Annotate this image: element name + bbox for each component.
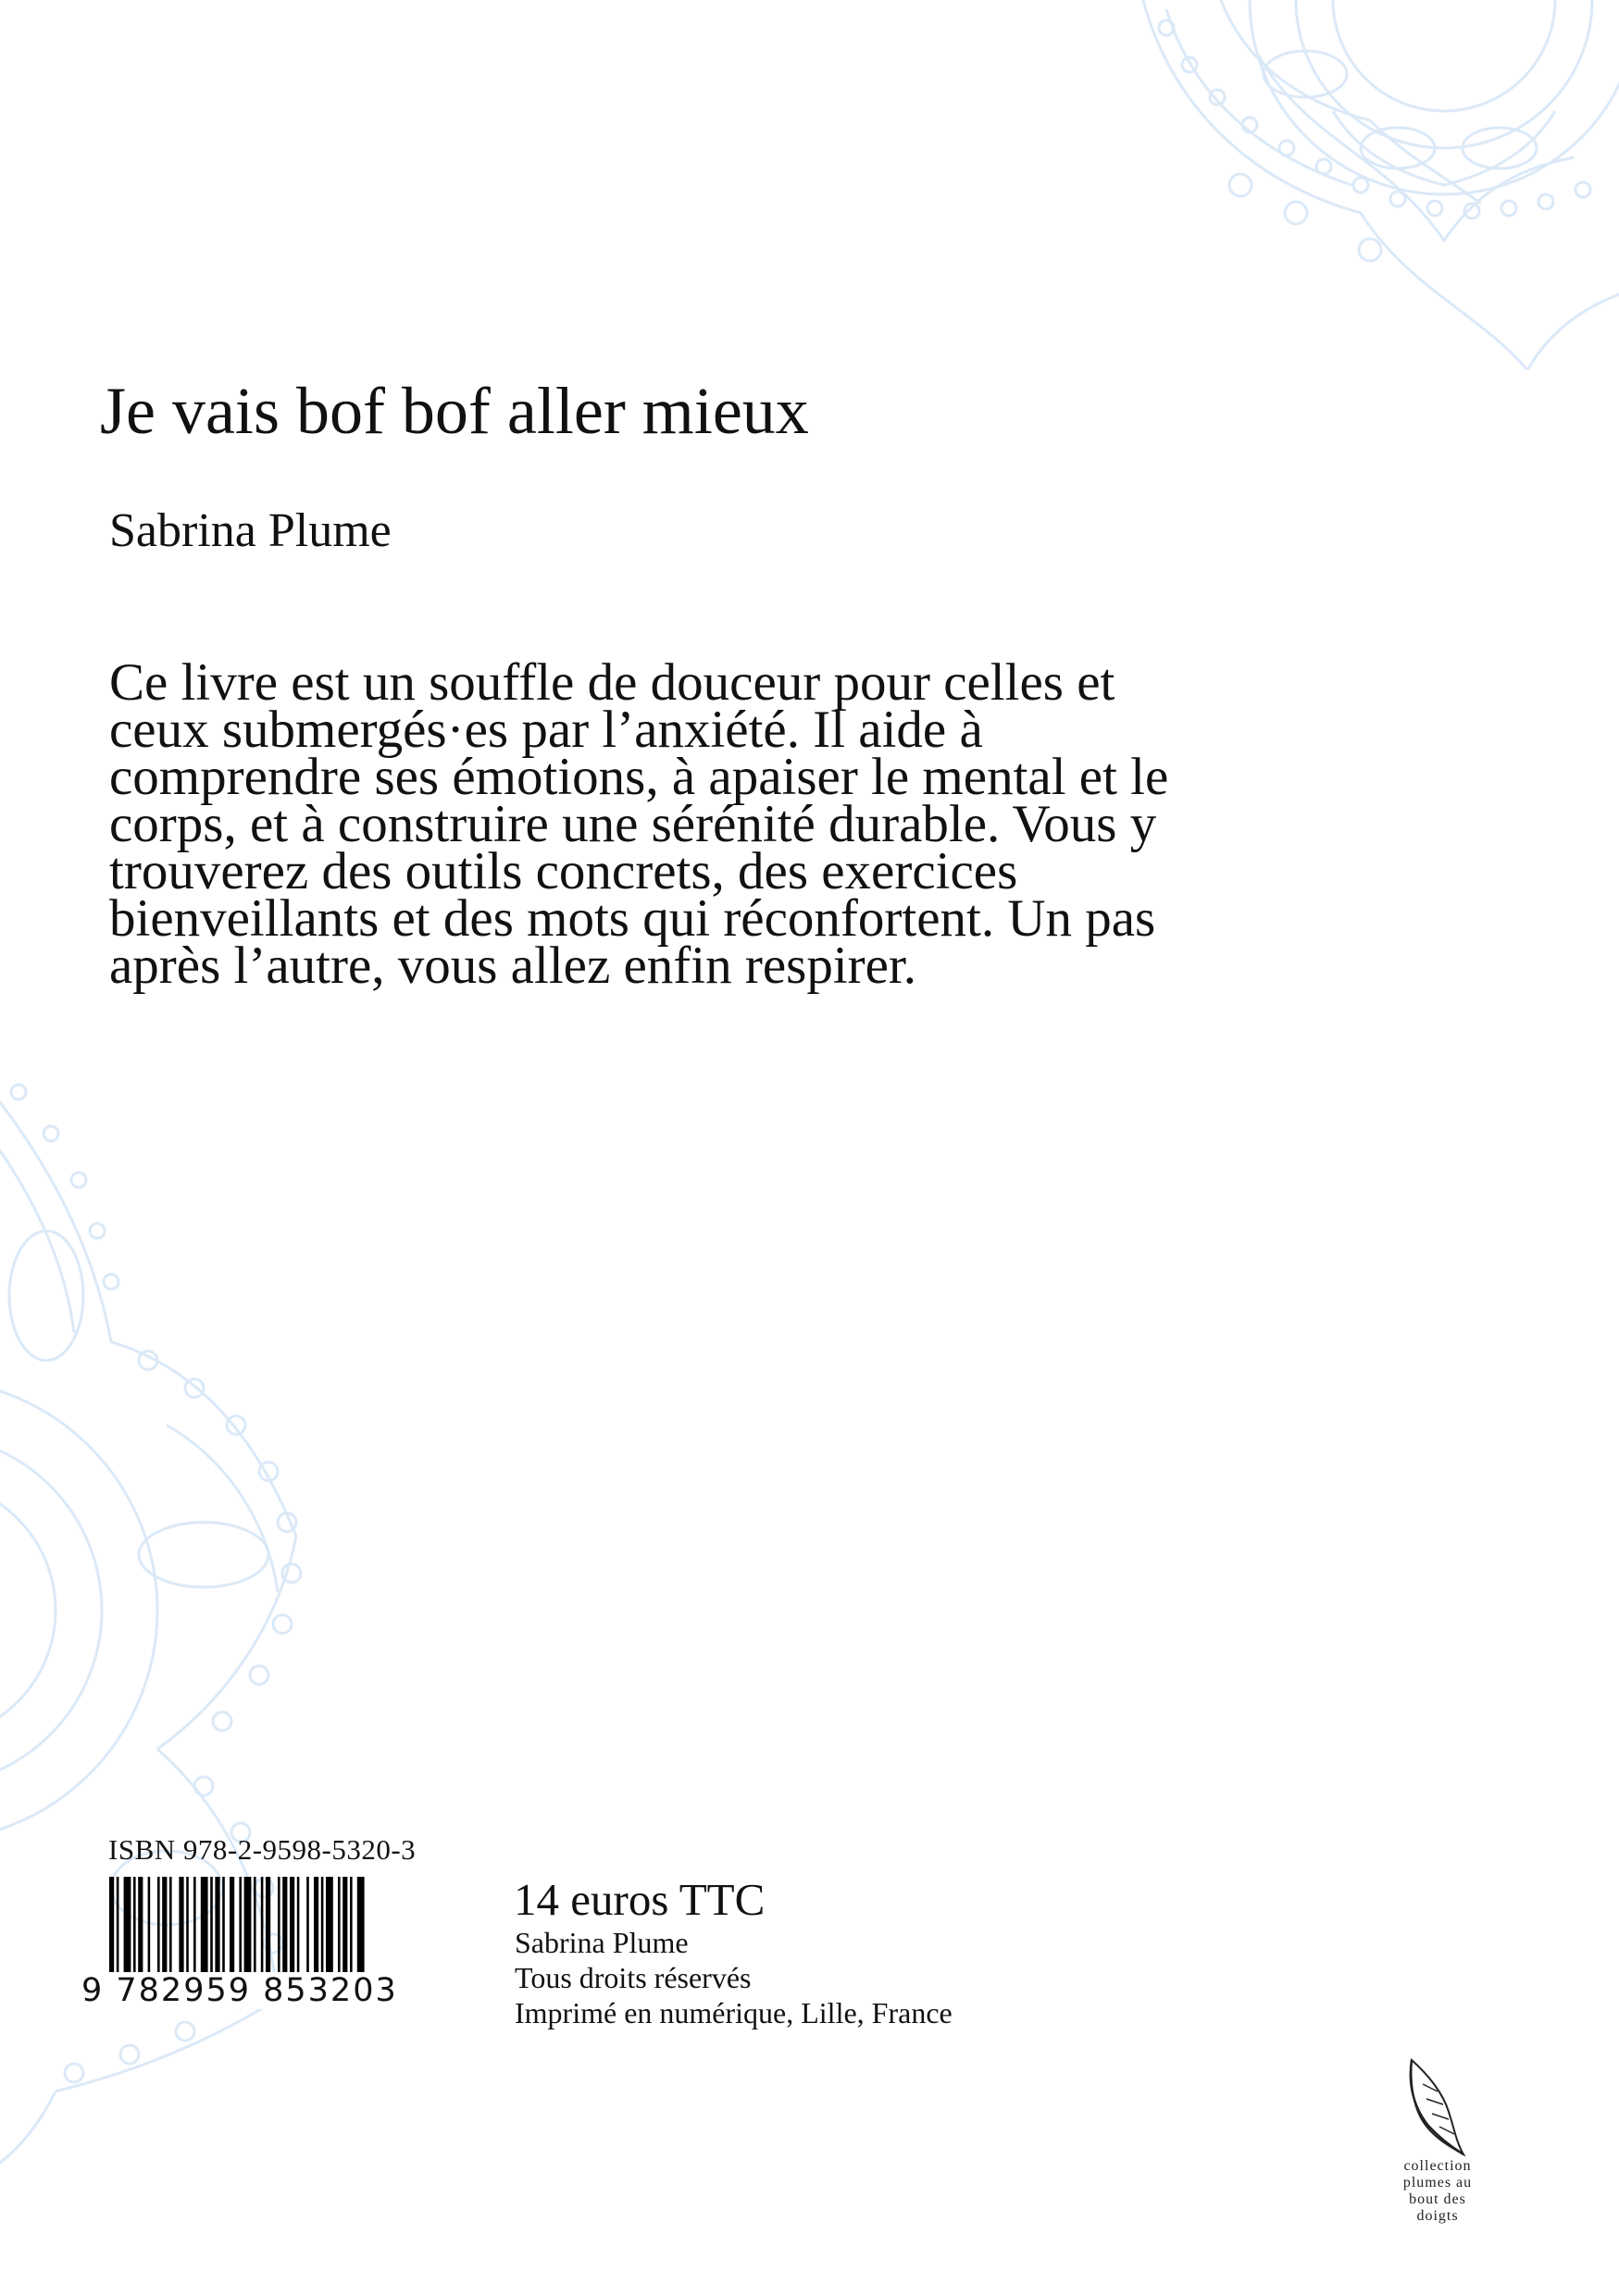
publishing-info — [515, 1925, 953, 2030]
printing-location: Imprimé en numérique, Lille, France — [515, 1996, 953, 2029]
author-name: Sabrina Plume — [109, 504, 392, 557]
book-title: Je vais bof bof aller mieux — [100, 374, 809, 448]
rights-notice: Tous droits réservés — [515, 1961, 752, 1994]
book-blurb: Ce livre est un souffle de douceur pour celles et ceux submergés·es par l’anxiété. Il aide à comprendre ses émotions, à apaiser le mental et le corps, et à construire une sérénité durable. Vous y trouverez des outils concrets, des exercices bienveillants et des mots qui réconfortent. Un pas après l’autre, vous allez enfin respirer. — [109, 653, 1169, 995]
collection-logo — [1387, 2056, 1488, 2225]
barcode-digits: 9 782959 853203 — [81, 1972, 398, 2009]
publisher-author: Sabrina Plume — [515, 1926, 689, 1959]
collection-logo-text: collection plumes au bout des doigts — [1402, 2158, 1473, 2224]
mandala-ornament-top — [889, 0, 1619, 370]
feather-icon — [1401, 2056, 1475, 2158]
isbn-label: ISBN 978-2-9598-5320-3 — [108, 1833, 417, 1866]
price: 14 euros TTC — [514, 1874, 766, 1925]
